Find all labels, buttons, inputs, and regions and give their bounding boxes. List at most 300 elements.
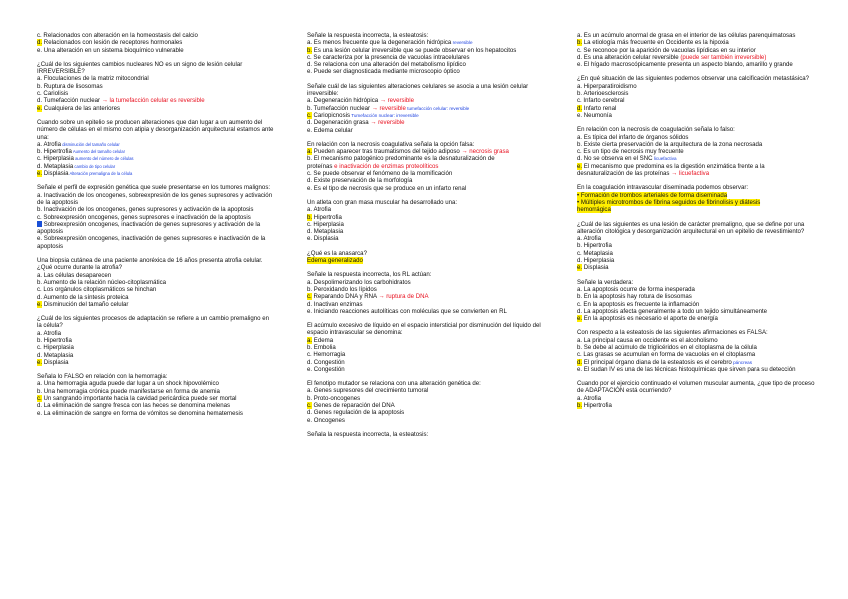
- line-text: a. Atrofia: [307, 206, 332, 214]
- highlighted-answer: e.: [37, 170, 43, 178]
- blue-annotation: tumefacción celular: reversible: [405, 105, 470, 111]
- text-line: [577, 315, 815, 322]
- text-line: [577, 279, 815, 286]
- paragraph-gap: [37, 366, 275, 373]
- paragraph-gap: [577, 119, 815, 126]
- paragraph-gap: [307, 76, 545, 83]
- text-line: [37, 380, 275, 387]
- answer-text: Reparando DNA y RNA: [311, 293, 377, 301]
- line-text: b. Inactivación de los oncogenes, genes supresores y activación de la apoptosis: [37, 206, 254, 214]
- text-line: [307, 170, 545, 177]
- blue-annotation: cambio de tipo celular: [73, 163, 116, 169]
- line-text: d. Tumefacción nuclear: [37, 97, 101, 105]
- column-right: [577, 32, 815, 409]
- text-line: [307, 402, 545, 409]
- line-text: c. Hiperplasia: [37, 344, 74, 352]
- paragraph-gap: [577, 272, 815, 279]
- text-line: [37, 315, 275, 330]
- text-line: [577, 155, 815, 162]
- text-line: [577, 337, 815, 344]
- answer-text: Relacionados con lesión de receptores hormonales: [42, 39, 183, 47]
- text-line: [307, 380, 545, 387]
- text-line: [37, 388, 275, 395]
- line-text: a. Inactivación de los oncogenes, sobreexpresión de los genes supresores y activación de la apoptosis: [37, 191, 273, 206]
- text-line: [37, 105, 275, 112]
- paragraph-gap: [37, 54, 275, 61]
- text-line: [307, 163, 545, 170]
- paragraph-gap: [577, 68, 815, 75]
- line-text: e. Neumonía: [577, 111, 612, 119]
- answer-text: Genes de reparación del DNA: [311, 402, 395, 410]
- line-text: d. Inactivan enzimas: [307, 300, 363, 308]
- red-annotation: → la tumefacción celular es reversible: [100, 97, 205, 105]
- line-text: ¿Cuál de los siguientes procesos de adaptación se refiere a un cambio premaligno en la célula?: [37, 315, 270, 330]
- text-line: [37, 170, 275, 177]
- text-line: [307, 112, 545, 119]
- line-text: a. Atrofia: [37, 329, 62, 337]
- text-line: [37, 83, 275, 90]
- blue-annotation: aumento del número de células: [73, 156, 134, 162]
- line-text: d. Es una alteración celular reversible: [577, 53, 679, 61]
- text-line: [37, 279, 275, 286]
- answer-text: Displasia: [42, 170, 69, 178]
- answer-text: Cualquiera de las anteriores: [42, 104, 121, 112]
- highlighted-answer: b.: [577, 39, 583, 47]
- text-line: [37, 184, 275, 191]
- text-line: [307, 395, 545, 402]
- text-line: [307, 351, 545, 358]
- text-line: [307, 337, 545, 344]
- answer-text: En la apoptosis es necesario el aporte de energía: [582, 315, 718, 323]
- text-line: [307, 344, 545, 351]
- paragraph-gap: [577, 373, 815, 380]
- text-line: [307, 105, 545, 112]
- text-line: [307, 417, 545, 424]
- text-line: [577, 293, 815, 300]
- line-text: b. Existe cierta preservación de la arquitectura de la zona necrosada: [577, 140, 763, 148]
- line-text: c. Hiperplasia: [37, 155, 74, 163]
- text-line: [37, 359, 275, 366]
- line-text: d. Aumento de la síntesis proteica: [37, 293, 129, 301]
- text-line: [307, 54, 545, 61]
- paragraph-gap: [307, 192, 545, 199]
- line-text: b. Se debe al acúmulo de triglicéridos en el citoplasma de la célula: [577, 343, 757, 351]
- text-line: [37, 90, 275, 97]
- line-text: d. Hiperplasia: [577, 257, 615, 265]
- line-text: a. La principal causa en occidente es el alcoholismo: [577, 336, 718, 344]
- red-annotation: → reversible: [378, 97, 415, 105]
- highlighted-answer: Edema generalizado: [307, 257, 363, 265]
- text-line: [307, 32, 545, 39]
- highlighted-answer: e.: [37, 300, 43, 308]
- line-text: e. Una alteración en un sistema bioquímico vulnerable: [37, 46, 184, 54]
- line-text: d. No se observa en el SNC: [577, 155, 653, 163]
- red-annotation: e inactivación de enzimas proteolíticos: [332, 162, 439, 170]
- line-text: c. Es un tipo de necrosis muy frecuente: [577, 148, 684, 156]
- text-line: [577, 250, 815, 257]
- line-text: d. La eliminación de sangre fresca con las heces se denomina melenas: [37, 402, 231, 410]
- line-text: a. Hiperparatiroidismo: [577, 82, 637, 90]
- line-text: c. Hemorragia: [307, 351, 346, 359]
- text-line: [37, 214, 275, 221]
- text-line: [307, 47, 545, 54]
- line-text: a. Es menos frecuente que la degeneración hidrópica: [307, 39, 452, 47]
- highlighted-answer: b.: [307, 213, 313, 221]
- text-line: [577, 148, 815, 155]
- answer-text: Hipertrofia: [582, 402, 612, 410]
- line-text: e. El hígado macroscópicamente presenta un aspecto blando, amarillo y grande: [577, 61, 793, 69]
- text-line: [577, 83, 815, 90]
- answer-text: Infarto renal: [582, 104, 617, 112]
- highlighted-answer: e.: [577, 315, 583, 323]
- answer-text: Pueden aparecer tras traumatismos del tejido adiposo: [312, 148, 460, 156]
- line-text: ¿Cuál de los siguientes cambios nucleares NO es un signo de lesión celular IRREVERSIBLE?: [37, 60, 243, 76]
- text-line: [307, 97, 545, 104]
- red-annotation: → necrosis grasa: [459, 148, 509, 156]
- blue-annotation: reversible: [451, 40, 473, 46]
- text-line: [577, 32, 815, 39]
- paragraph-gap: [577, 177, 815, 184]
- line-text: a. La apoptosis ocurre de forma inesperada: [577, 285, 695, 293]
- text-line: [577, 308, 815, 315]
- line-text: a. Las células desaparecen: [37, 271, 112, 279]
- text-line: [577, 351, 815, 358]
- text-line: [37, 344, 275, 351]
- text-line: [37, 373, 275, 380]
- text-line: [307, 431, 545, 438]
- red-annotation: → reversible: [368, 119, 405, 127]
- line-text: c. Metaplasia: [577, 249, 613, 257]
- text-line: [307, 185, 545, 192]
- line-text: c. Relacionados con alteración en la homeostasis del calcio: [37, 32, 198, 39]
- text-line: [577, 75, 815, 82]
- text-line: [37, 97, 275, 104]
- text-line: [307, 228, 545, 235]
- paragraph-gap: [37, 250, 275, 257]
- text-line: [307, 206, 545, 213]
- text-line: [307, 68, 545, 75]
- line-text: Un atleta con gran masa muscular ha desarrollado una:: [307, 198, 458, 206]
- line-text: En relación con la necrosis coagulativa señala la opción falsa:: [307, 140, 475, 148]
- text-line: [577, 192, 815, 199]
- text-line: [307, 279, 545, 286]
- text-line: [577, 199, 815, 206]
- line-text: Cuando sobre un epitelio se producen alteraciones que dan lugar a un aumento del número de células en el mismo con atipia y desorganización arquitectural estamos ante una:: [37, 118, 274, 141]
- text-line: [577, 221, 815, 236]
- text-line: [577, 257, 815, 264]
- line-text: a. Atrofia: [37, 140, 62, 148]
- text-line: [307, 308, 545, 315]
- line-text: ¿Cuál de las siguientes es una lesión de carácter premaligno, que se define por una alteración citológica y desorganización arquitectural en un epitelio de revestimiento?: [577, 220, 805, 235]
- text-line: [577, 47, 815, 54]
- answer-text: Sobreexpresión oncogenes, inactivación de genes supresores y activación de la apoptosis: [37, 220, 261, 236]
- paragraph-gap: [37, 112, 275, 119]
- text-line: [577, 366, 815, 373]
- text-line: [307, 141, 545, 148]
- text-line: [577, 301, 815, 308]
- answer-text: La etiología más frecuente en Occidente es la hipoxia: [582, 39, 729, 47]
- text-line: [37, 257, 275, 272]
- line-text: El fenotipo mutador se relaciona con una alteración genética de:: [307, 380, 481, 388]
- answer-text: Es una lesión celular irreversible que se puede observar en los hepatocitos: [312, 46, 517, 54]
- line-text: b. Tumefacción nuclear: [307, 104, 371, 112]
- line-text: d. Existe preservación de la morfología: [307, 177, 413, 185]
- text-line: [577, 402, 815, 409]
- line-text: Señala la respuesta incorrecta, la esteatosis:: [307, 430, 429, 438]
- text-line: [307, 155, 545, 162]
- highlighted-answer: c.: [307, 402, 312, 410]
- line-text: e. Sobreexpresión oncogenes, inactivación de genes supresores e inactivación de la apoptosis: [37, 235, 266, 250]
- text-line: [307, 214, 545, 221]
- text-line: [37, 163, 275, 170]
- text-line: [577, 170, 815, 177]
- text-line: [307, 293, 545, 300]
- text-line: [577, 206, 815, 213]
- text-line: [37, 402, 275, 409]
- text-line: [577, 90, 815, 97]
- answer-text: Displasia: [582, 264, 609, 272]
- line-text: e. Oncogenes: [307, 416, 345, 424]
- line-text: ¿Qué es la anasarca?: [307, 249, 367, 257]
- line-text: desnaturalización de las proteínas: [577, 170, 670, 178]
- text-line: [307, 387, 545, 394]
- text-line: [37, 206, 275, 213]
- line-text: e. Edema celular: [307, 126, 353, 134]
- highlighted-answer: e.: [577, 162, 583, 170]
- blue-annotation: disminución del tamaño celular: [61, 141, 120, 147]
- answer-text: Disminución del tamaño celular: [42, 300, 129, 308]
- text-line: [577, 235, 815, 242]
- text-line: [577, 380, 815, 395]
- highlighted-answer: b.: [307, 46, 313, 54]
- line-text: c. Las grasas se acumulan en forma de vacuolas en el citoplasma: [577, 351, 756, 359]
- line-text: c. Se reconoce por la aparición de vacuolas lipídicas en su interior: [577, 46, 756, 54]
- text-line: [307, 359, 545, 366]
- line-text: a. Atrofia: [577, 394, 602, 402]
- text-line: [37, 294, 275, 301]
- text-line: [577, 39, 815, 46]
- line-text: c. Infarto cerebral: [577, 97, 625, 105]
- line-text: b. Hipertrofia: [37, 336, 72, 344]
- text-line: [307, 250, 545, 257]
- highlighted-answer: a.: [307, 148, 313, 156]
- line-text: Una biopsia cutánea de una paciente anoréxica de 16 años presenta atrofia celular. ¿Qué ocurre durante la atrofia?: [37, 257, 263, 272]
- line-text: e. Displasia: [307, 235, 339, 243]
- text-line: [37, 119, 275, 141]
- line-text: a. Floculaciones de la matriz mitocondrial: [37, 75, 149, 83]
- text-line: [307, 409, 545, 416]
- text-line: [307, 199, 545, 206]
- red-annotation: → reversible: [370, 104, 406, 112]
- text-line: [577, 54, 815, 61]
- text-line: [37, 221, 275, 236]
- line-text: b. Embolia: [307, 343, 336, 351]
- blue-annotation: páncreas: [731, 359, 753, 365]
- answer-text: Edema: [312, 336, 334, 344]
- line-text: b. El mecanismo patogénico predominante es la desnaturalización de: [307, 155, 495, 163]
- text-line: [37, 410, 275, 417]
- text-line: [307, 301, 545, 308]
- highlighted-answer: e.: [37, 358, 43, 366]
- line-text: El acúmulo excesivo de líquido en el espacio intersticial por disminución del líquido del espacio intravascular se denomina:: [307, 322, 541, 337]
- line-text: Señale el perfil de expresión genética que suele presentarse en los tumores malignos:: [37, 184, 271, 192]
- line-text: e. La eliminación de sangre en forma de vómitos se denomina hematemesis: [37, 409, 243, 417]
- line-text: a. Atrofia: [577, 235, 602, 243]
- line-text: d. Congestión: [307, 358, 345, 366]
- highlighted-answer: d.: [577, 104, 583, 112]
- line-text: b. Una hemorragia crónica puede manifestarse en forma de anemia: [37, 387, 220, 395]
- blue-annotation: Aumento del tamaño celular: [71, 149, 125, 155]
- line-text: a. Es un acúmulo anormal de grasa en el interior de las células parenquimatosas: [577, 32, 796, 39]
- line-text: b. Aumento de la relación núcleo-citoplasmática: [37, 278, 167, 286]
- line-text: d. Metaplasia: [307, 228, 344, 236]
- line-text: d. Genes regulación de la apoptosis: [307, 409, 405, 417]
- text-line: [577, 112, 815, 119]
- line-text: Señale cuál de las siguientes alteraciones celulares se asocia a una lesión celular irreversible:: [307, 82, 529, 98]
- blue-annotation: licuefactiva: [652, 156, 677, 162]
- text-line: [37, 47, 275, 54]
- text-line: [307, 127, 545, 134]
- text-line: [307, 119, 545, 126]
- text-line: [37, 286, 275, 293]
- line-text: e. Iniciando reacciones autolíticas con moléculas que se convierten en RL: [307, 307, 507, 315]
- line-text: proteínas: [307, 162, 333, 170]
- line-text: a. Genes supresores del crecimiento tumoral: [307, 387, 429, 395]
- text-line: [37, 39, 275, 46]
- text-line: [577, 105, 815, 112]
- line-text: b. Arterioesclerosis: [577, 90, 629, 98]
- line-text: e. Congestión: [307, 365, 345, 373]
- text-line: [37, 272, 275, 279]
- line-text: a. Despolimerizando los carbohidratos: [307, 278, 411, 286]
- text-line: [37, 395, 275, 402]
- highlighted-answer: e.: [37, 104, 43, 112]
- line-text: c. En la apoptosis es frecuente la inflamación: [577, 300, 700, 308]
- line-text: ¿En qué situación de las siguientes podemos observar una calcificación metastásica?: [577, 75, 810, 83]
- line-text: Con respecto a la esteatosis de las siguientes afirmaciones es FALSA:: [577, 329, 768, 337]
- text-line: [577, 395, 815, 402]
- text-line: [307, 366, 545, 373]
- line-text: Señale la respuesta incorrecta, la esteatosis:: [307, 32, 429, 39]
- column-left: [37, 32, 275, 417]
- highlighted-answer: e.: [577, 264, 583, 272]
- text-line: [37, 75, 275, 82]
- answer-text: Cariopicnosis: [311, 111, 351, 119]
- highlighted-answer: c.: [307, 293, 312, 301]
- text-line: [577, 126, 815, 133]
- red-annotation: (puede ser también irreversible): [678, 53, 767, 61]
- text-line: [577, 97, 815, 104]
- text-line: [577, 61, 815, 68]
- text-line: [307, 286, 545, 293]
- text-line: [577, 264, 815, 271]
- highlighted-answer: a.: [307, 336, 313, 344]
- paragraph-gap: [307, 315, 545, 322]
- line-text: d. Se relaciona con una alteración del metabolismo lipídico: [307, 61, 466, 69]
- answer-text: Hipertrofia: [312, 213, 342, 221]
- line-text: e. Es el tipo de necrosis que se produce en un infarto renal: [307, 184, 467, 192]
- text-line: [37, 61, 275, 76]
- answer-text: Un sangrando importante hacia la cavidad pericárdica puede ser mortal: [41, 395, 237, 403]
- line-text: b. Hipertrofia: [37, 148, 72, 156]
- answer-text: El principal órgano diana de la esteatosis es el cerebro: [582, 358, 732, 366]
- paragraph-gap: [37, 177, 275, 184]
- text-line: [37, 337, 275, 344]
- line-text: b. En la apoptosis hay rotura de lisosomas: [577, 293, 692, 301]
- column-middle: [307, 32, 545, 438]
- text-line: [37, 352, 275, 359]
- text-line: [577, 286, 815, 293]
- text-line: [37, 235, 275, 250]
- text-line: [577, 242, 815, 249]
- paragraph-gap: [577, 214, 815, 221]
- line-text: c. Se puede observar el fenómeno de la momificación: [307, 170, 453, 178]
- text-line: [307, 39, 545, 46]
- text-line: [577, 163, 815, 170]
- text-line: [577, 329, 815, 336]
- answer-text: Displasia: [42, 358, 69, 366]
- text-line: [577, 184, 815, 191]
- line-text: c. Cariolisis: [37, 90, 69, 98]
- text-line: [307, 322, 545, 337]
- text-line: [37, 330, 275, 337]
- text-line: [577, 359, 815, 366]
- text-line: [307, 235, 545, 242]
- highlighted-answer: • Múltiples microtrombos de fibrina seguidos de fibrinolisis y diátesis: [577, 198, 761, 206]
- text-line: [307, 257, 545, 264]
- text-line: [37, 141, 275, 148]
- highlighted-answer: d.: [37, 39, 43, 47]
- highlighted-answer: hemorrágica: [577, 206, 611, 214]
- line-text: Señala lo FALSO en relación con la hemorragia:: [37, 373, 168, 381]
- line-text: a. Es típica del infarto de órganos sólidos: [577, 133, 689, 141]
- line-text: b. Ruptura de lisosomas: [37, 82, 103, 90]
- line-text: e. Puede ser diagnosticada mediante microscopio óptico: [307, 68, 460, 76]
- text-line: [37, 301, 275, 308]
- highlighted-answer: d.: [577, 358, 583, 366]
- line-text: a. Degeneración hidrópica: [307, 97, 379, 105]
- line-text: Señale la verdadera:: [577, 278, 634, 286]
- line-text: d. Metaplasia: [37, 351, 74, 359]
- text-line: [307, 61, 545, 68]
- highlighted-answer: • Formación de trombos arteriales de forma diseminada: [577, 191, 728, 199]
- text-line: [307, 177, 545, 184]
- highlighted-answer: c.: [37, 395, 42, 403]
- line-text: b. Proto-oncogenes: [307, 394, 361, 402]
- red-annotation: → ruptura de DNA: [376, 293, 429, 301]
- line-text: En la coagulación intravascular diseminada podemos observar:: [577, 184, 749, 192]
- line-text: d. Metaplasia: [37, 162, 74, 170]
- blue-annotation: Alteración premaligna de la célula: [68, 171, 133, 177]
- text-line: [577, 141, 815, 148]
- text-line: [307, 271, 545, 278]
- text-line: [577, 344, 815, 351]
- red-annotation: → licuefactiva: [669, 170, 710, 178]
- text-line: [37, 155, 275, 162]
- text-line: [307, 83, 545, 98]
- line-text: b. Hipertrofia: [577, 242, 612, 250]
- text-line: [307, 148, 545, 155]
- paragraph-gap: [307, 264, 545, 271]
- paragraph-gap: [37, 308, 275, 315]
- line-text: c. Se caracteriza por la presencia de vacuolas intracelulares: [307, 53, 470, 61]
- highlighted-answer: c.: [307, 111, 312, 119]
- line-text: a. Una hemorragia aguda puede dar lugar a un shock hipovolémico: [37, 380, 219, 388]
- text-line: [37, 148, 275, 155]
- answer-text: El mecanismo que predomina es la digestión enzimática frente a la: [582, 162, 765, 170]
- text-line: [37, 32, 275, 39]
- line-text: d. La apoptosis afecta generalmente a todo un tejido simultáneamente: [577, 307, 768, 315]
